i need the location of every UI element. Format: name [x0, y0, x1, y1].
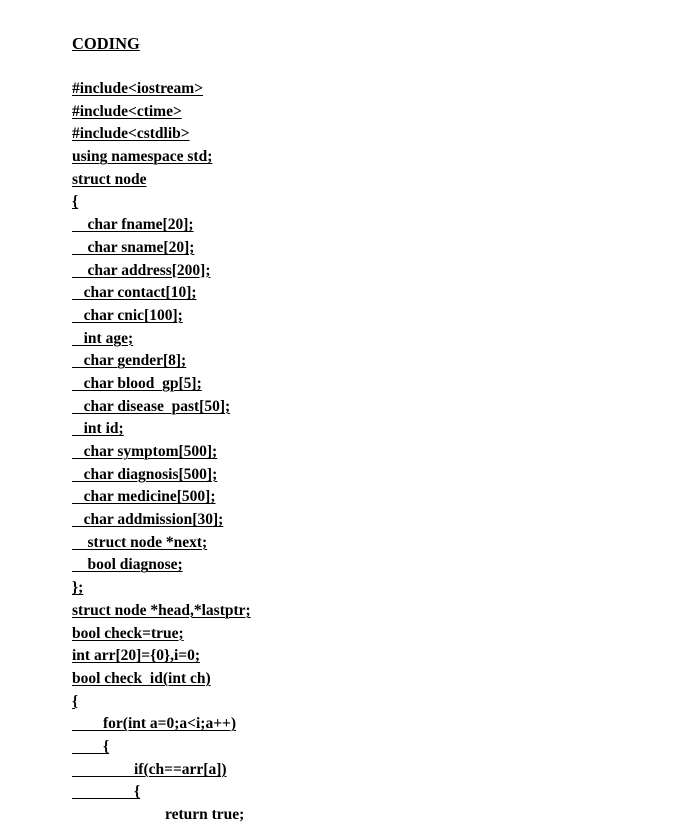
code-line: { [72, 783, 141, 801]
code-line: { [72, 737, 110, 755]
code-line: char symptom[500]; [72, 443, 218, 460]
code-line: int id; [72, 420, 124, 438]
code-line: #include<ctime> [72, 102, 182, 120]
code-line: { [72, 692, 79, 710]
code-line: char fname[20]; [72, 216, 194, 234]
code-line: bool diagnose; [72, 556, 183, 574]
code-line: char cnic[100]; [72, 306, 183, 324]
code-line: if(ch==arr[a]) [72, 760, 227, 778]
code-line: char sname[20]; [72, 238, 195, 256]
section-heading: CODING [72, 34, 140, 53]
code-line: char blood gp[5]; [72, 374, 202, 392]
code-line: int age; [72, 329, 134, 347]
code-line: char addmission[30]; [72, 511, 224, 529]
code-line: #include<cstdlib> [72, 125, 190, 143]
code-line: char address[200]; [72, 261, 211, 279]
code-line: { [72, 193, 79, 211]
code-line: char gender[8]; [72, 352, 187, 370]
code-line: char disease past[50]; [72, 397, 231, 415]
code-block [72, 78, 672, 827]
code-line: bool check id(int ch) [72, 669, 211, 687]
code-line: struct node *next; [72, 533, 208, 551]
code-line: int arr[20]={0},i=0; [72, 647, 201, 665]
code-line: bool check=true; [72, 624, 184, 642]
code-line: char diagnosis[500]; [72, 465, 218, 483]
code-line: struct node [72, 170, 147, 188]
code-line: #include<iostream> [72, 80, 204, 97]
code-line: char medicine[500]; [72, 488, 216, 506]
code-line: using namespace std; [72, 148, 213, 166]
code-line: return true; [72, 806, 245, 823]
code-line: for(int a=0;a<i;a++) [72, 715, 237, 733]
code-line: char contact[10]; [72, 284, 197, 302]
code-line: }; [72, 579, 84, 597]
code-line: struct node *head,*lastptr; [72, 601, 251, 619]
